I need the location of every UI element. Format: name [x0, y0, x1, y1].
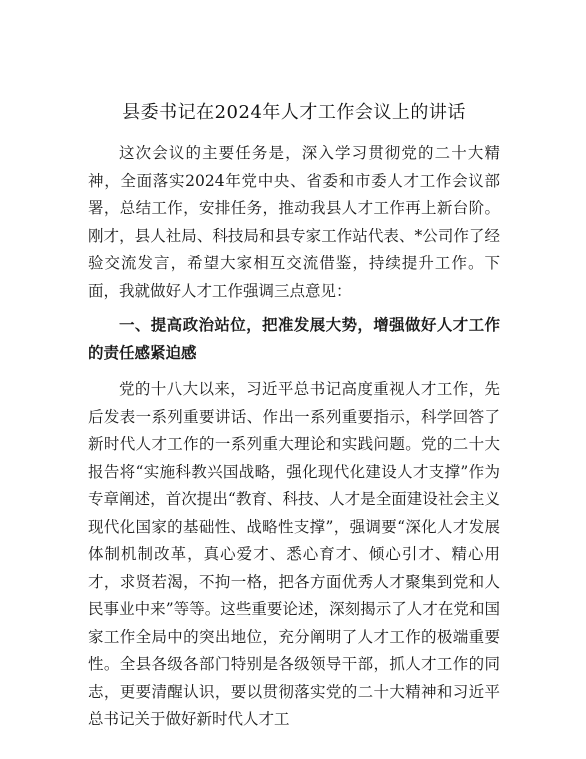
document-title: 县委书记在2024年人才工作会议上的讲话 [122, 102, 466, 123]
section-heading-1: 一、提高政治站位，把准发展大势，增强做好人才工作的责任感紧迫感 [88, 315, 500, 362]
paragraph-section-1: 党的十八大以来，习近平总书记高度重视人才工作，先后发表一系列重要讲话、作出一系列重要指示，科学回答了新时代人才工作的一系列重大理论和实践问题。党的二十大报告将“实施科教兴国战略，强化现代化建设人才支撑”作为专章阐述，首次提出“教育、科技、人才是全面建设社会主义现代化国家的基础性、战略性支撑”，强调要“深化人才发展体制机制改革，真心爱才、悉心育才、倾心引才、精心用才，求贤若渴，不拘一格，把各方面优秀人才聚集到党和人民事业中来”等等。这些重要论述，深刻揭示了人才在党和国家工作全局中的突出地位，充分阐明了人才工作的极端重要性。全县各级各部门特别是各级领导干部，抓人才工作的同志，更要清醒认识，要以贯彻落实党的二十大精神和习近平总书记关于做好新时代人才工 [88, 380, 500, 728]
paragraph-intro: 这次会议的主要任务是，深入学习贯彻党的二十大精神，全面落实2024年党中央、省委和市委人才工作会议部署，总结工作，安排任务，推动我县人才工作再上新台阶。刚才，县人社局、科技局和县专家工作站代表、*公司作了经验交流发言，希望大家相互交流借鉴，持续提升工作。下面，我就做好人才工作强调三点意见： [88, 144, 500, 300]
document-page [88, 96, 500, 734]
